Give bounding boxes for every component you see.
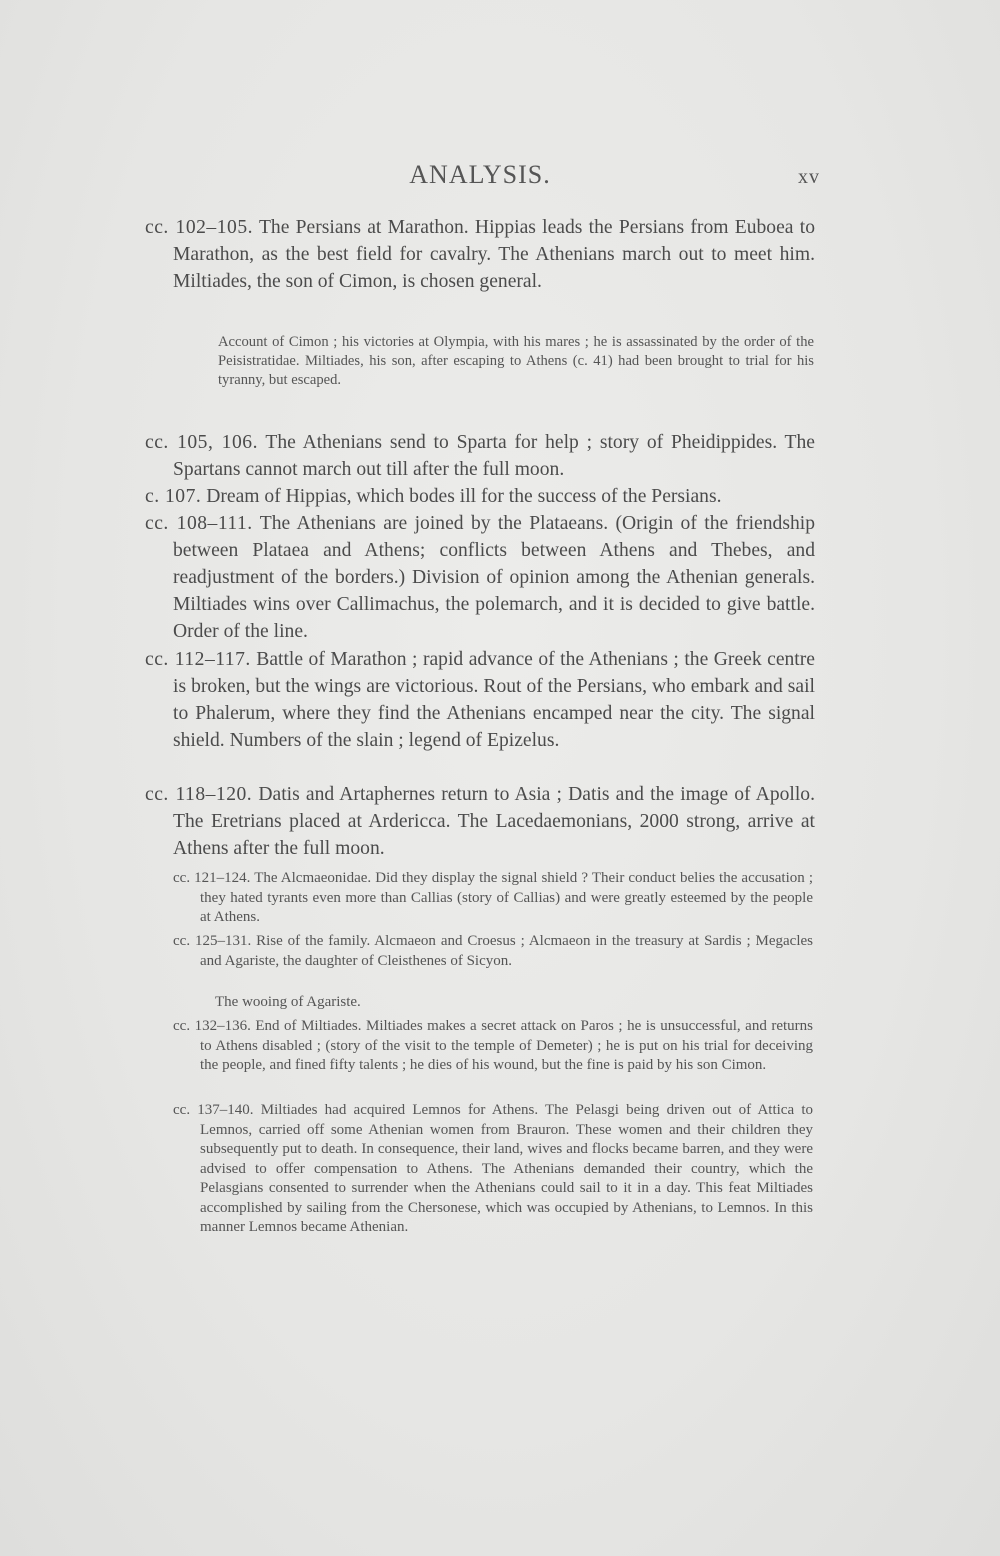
cimon-note: Account of Cimon ; his victories at Olympia, with his mares ; he is assassinated by the order of the Peisistratidae. Miltiades, his son, after escaping to Athens (c. 41) had been brought to trial for his tyranny, but escaped.: [218, 334, 814, 388]
entry-text: Datis and Artaphernes return to Asia ; Datis and the image of Apollo. The Eretrians placed at Ardericca. The Lacedaemonians, 2000 strong, arrive at Athens after the full moon.: [173, 784, 815, 859]
small-analysis-entry: [173, 932, 813, 971]
analysis-entry: [145, 214, 815, 295]
chapter-reference: cc. 105, 106.: [145, 432, 258, 453]
page-number: xv: [798, 166, 820, 188]
analysis-entry: [145, 781, 815, 862]
chapter-reference: cc. 118–120.: [145, 784, 253, 805]
entry-text: The Athenians are joined by the Plataeans. (Origin of the friendship between Plataea and Athens; conflicts between Athens and Thebes, and readjustment of the borders.) Division of opinion among the Athenian generals. Miltiades wins over Callimachus, the polemarch, and it is decided to give battle. Order of the line.: [173, 513, 816, 642]
chapter-reference: cc. 102–105.: [145, 217, 254, 238]
chapter-reference: cc. 132–136.: [173, 1018, 251, 1034]
analysis-entry: [145, 483, 815, 510]
entry-text: Dream of Hippias, which bodes ill for the success of the Persians.: [206, 486, 722, 507]
small-analysis-entry: [173, 869, 813, 928]
chapter-reference: cc. 125–131.: [173, 933, 252, 949]
small-analysis-entry: [173, 1101, 813, 1238]
entry-text: The Persians at Marathon. Hippias leads the Persians from Euboea to Marathon, as the best field for cavalry. The Athenians march out to meet him. Miltiades, the son of Cimon, is chosen general.: [173, 217, 815, 292]
entry-text: Battle of Marathon ; rapid advance of the Athenians ; the Greek centre is broken, but the wings are victorious. Rout of the Persians, who embark and sail to Phalerum, where they find the Athenians encamped near the city. The signal shield. Numbers of the slain ; legend of Epizelus.: [173, 649, 815, 751]
agariste-line: The wooing of Agariste.: [215, 994, 361, 1010]
entry-text: Rise of the family. Alcmaeon and Croesus ; Alcmaeon in the treasury at Sardis ; Megacles and Agariste, the daughter of Cleisthenes of Sicyon.: [200, 933, 813, 969]
small-analysis-entry: [173, 1017, 813, 1076]
chapter-reference: cc. 112–117.: [145, 649, 251, 670]
entry-text: End of Miltiades. Miltiades makes a secret attack on Paros ; he is unsuccessful, and returns to Athens disabled ; (story of the visit to the temple of Demeter) ; he is put on his trial for deceiving the people, and fined fifty talents ; he dies of his wound, but the fine is paid by his son Cimon.: [200, 1018, 814, 1073]
analysis-entry: [145, 646, 815, 754]
chapter-reference: cc. 121–124.: [173, 870, 251, 886]
chapter-reference: cc. 108–111.: [145, 513, 253, 534]
chapter-reference: cc. 137–140.: [173, 1102, 254, 1118]
chapter-reference: c. 107.: [145, 486, 202, 507]
analysis-entry: [145, 510, 815, 645]
entry-text: The Alcmaeonidae. Did they display the signal shield ? Their conduct belies the accusation ; they hated tyrants even more than Callias (story of Callias) and were greatly esteemed by the people at Athens.: [200, 870, 813, 925]
entry-text: The Athenians send to Sparta for help ; story of Pheidippides. The Spartans cannot march out till after the full moon.: [173, 432, 815, 480]
running-head: [140, 160, 820, 196]
entry-text: Miltiades had acquired Lemnos for Athens. The Pelasgi being driven out of Attica to Lemnos, carried off some Athenian women from Brauron. These women and their children they subsequently put to death. In consequence, their land, wives and flocks became barren, and they were advised to offer compensation to Athens. The Athenians demanded their country, which the Pelasgians consented to surrender when the Athenians could sail to it in a day. This feat Miltiades accomplished by sailing from the Chersonese, which was occupied by Athenians, to Lemnos. In this manner Lemnos became Athenian.: [200, 1102, 814, 1235]
analysis-entry: [145, 429, 815, 483]
page-title: ANALYSIS.: [409, 160, 551, 189]
